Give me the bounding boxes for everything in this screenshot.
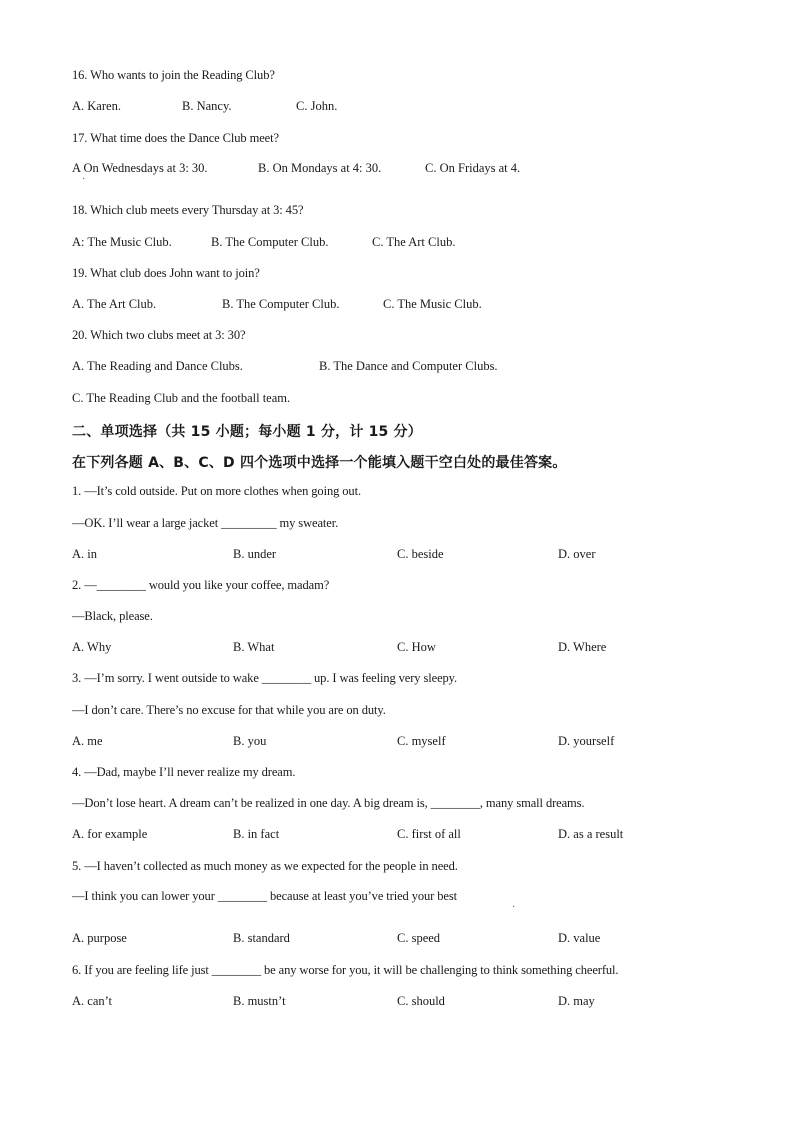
q1-option-a: A. in	[72, 547, 97, 561]
q6-option-a: A. can’t	[72, 994, 113, 1008]
q1-line1: 1. —It’s cold outside. Put on more clothes when going out.	[72, 484, 361, 498]
section-instruction: 在下列各题 A、B、C、D 四个选项中选择一个能填入题干空白处的最佳答案。	[72, 455, 567, 471]
q6-option-c: C. should	[397, 994, 445, 1008]
q1-option-d: D. over	[558, 547, 596, 561]
q2-option-c: C. How	[397, 640, 436, 654]
q5-option-a: A. purpose	[72, 931, 127, 945]
q4-line2: —Don’t lose heart. A dream can’t be realized in one day. A big dream is, ________, many small dreams.	[72, 796, 585, 810]
q3-line1: 3. —I’m sorry. I went outside to wake ________ up. I was feeling very sleepy.	[72, 671, 458, 685]
q1-option-c: C. beside	[397, 547, 444, 561]
q4-option-c: C. first of all	[397, 827, 461, 841]
q16-option-a: A. Karen.	[72, 99, 121, 113]
q18-option-b: B. The Computer Club.	[211, 235, 329, 249]
q20-option-b: B. The Dance and Computer Clubs.	[319, 359, 498, 373]
question-16: 16. Who wants to join the Reading Club?	[72, 68, 275, 82]
q16-option-b: B. Nancy.	[182, 99, 232, 113]
q5-line2: —I think you can lower your ________ because at least you’ve tried your best	[72, 889, 458, 903]
q17-option-a: A On Wednesdays at 3: 30.	[72, 161, 208, 175]
q19-option-c: C. The Music Club.	[383, 297, 482, 311]
q1-option-b: B. under	[233, 547, 277, 561]
q4-option-d: D. as a result	[558, 827, 624, 841]
q3-option-a: A. me	[72, 734, 103, 748]
q3-option-c: C. myself	[397, 734, 446, 748]
q4-option-b: B. in fact	[233, 827, 280, 841]
q4-option-a: A. for example	[72, 827, 148, 841]
q20-option-c: C. The Reading Club and the football team.	[72, 391, 291, 405]
q17-option-b: B. On Mondays at 4: 30.	[258, 161, 382, 175]
q5-option-c: C. speed	[397, 931, 441, 945]
q19-option-a: A. The Art Club.	[72, 297, 157, 311]
q2-option-b: B. What	[233, 640, 275, 654]
q1-line2: —OK. I’ll wear a large jacket _________ my sweater.	[72, 516, 339, 530]
q20-option-a: A. The Reading and Dance Clubs.	[72, 359, 243, 373]
q18-option-a: A: The Music Club.	[72, 235, 172, 249]
q17-option-c: C. On Fridays at 4.	[425, 161, 521, 175]
q3-option-b: B. you	[233, 734, 267, 748]
question-18: 18. Which club meets every Thursday at 3: 45?	[72, 203, 304, 217]
q16-option-c: C. John.	[296, 99, 338, 113]
question-20: 20. Which two clubs meet at 3: 30?	[72, 328, 246, 342]
q18-option-c: C. The Art Club.	[372, 235, 456, 249]
q6-line1: 6. If you are feeling life just ________ be any worse for you, it will be challenging to think something cheerful.	[72, 963, 619, 977]
q2-line1: 2. —________ would you like your coffee, madam?	[72, 578, 330, 592]
q3-option-d: D. yourself	[558, 734, 615, 748]
section-title: 二、单项选择（共 15 小题；每小题 1 分，计 15 分）	[72, 424, 422, 440]
q6-option-d: D. may	[558, 994, 595, 1008]
q19-option-b: B. The Computer Club.	[222, 297, 340, 311]
q4-line1: 4. —Dad, maybe I’ll never realize my dream.	[72, 765, 296, 779]
question-19: 19. What club does John want to join?	[72, 266, 260, 280]
question-17: 17. What time does the Dance Club meet?	[72, 131, 279, 145]
q2-line2: —Black, please.	[72, 609, 153, 623]
stray-dot: ·	[512, 902, 516, 913]
q2-option-d: D. Where	[558, 640, 607, 654]
q3-line2: —I don’t care. There’s no excuse for that while you are on duty.	[72, 703, 386, 717]
q6-option-b: B. mustn’t	[233, 994, 286, 1008]
q5-line1: 5. —I haven’t collected as much money as we expected for the people in need.	[72, 859, 458, 873]
q5-option-d: D. value	[558, 931, 601, 945]
q5-option-b: B. standard	[233, 931, 290, 945]
q2-option-a: A. Why	[72, 640, 112, 654]
stray-dot: ·	[82, 174, 86, 185]
